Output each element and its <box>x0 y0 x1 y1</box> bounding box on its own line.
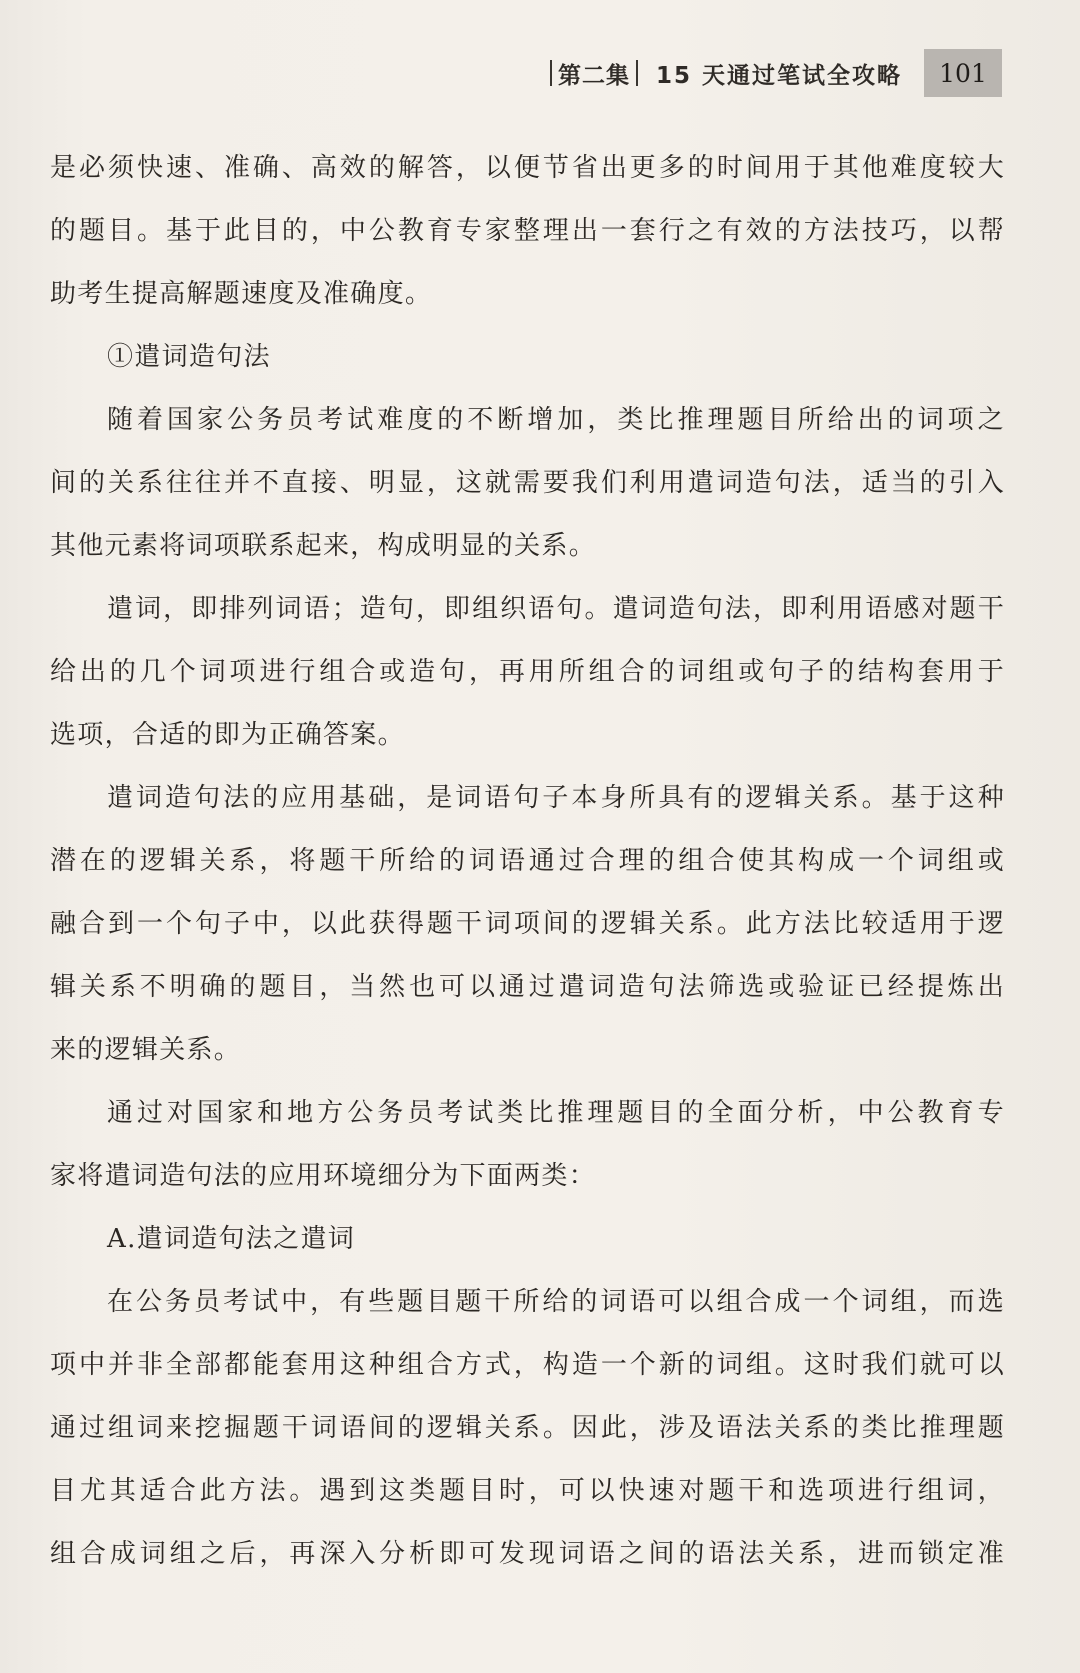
text-line: 目尤其适合此方法。遇到这类题目时，可以快速对题干和选项进行组词， <box>50 1476 1005 1506</box>
text-line: 通过组词来挖掘题干词语间的逻辑关系。因此，涉及语法关系的类比推理题 <box>50 1413 1005 1443</box>
text-line: 潜在的逻辑关系，将题干所给的词语通过合理的组合使其构成一个词组或 <box>50 846 1005 876</box>
running-header <box>544 48 1002 98</box>
paragraph-first-line: A.遣词造句法之遣词 <box>107 1224 356 1254</box>
book-title: 15 天通过笔试全攻略 <box>655 62 902 89</box>
text-line: 是必须快速、准确、高效的解答，以便节省出更多的时间用于其他难度较大 <box>50 153 1005 183</box>
series-label: 第二集 <box>557 62 630 89</box>
text-line: 的题目。基于此目的，中公教育专家整理出一套行之有效的方法技巧，以帮 <box>50 216 1005 246</box>
text-line: 融合到一个句子中，以此获得题干词项间的逻辑关系。此方法比较适用于逻 <box>50 909 1005 939</box>
text-line: 来的逻辑关系。 <box>50 1035 242 1065</box>
paragraph-first-line: 在公务员考试中，有些题目题干所给的词语可以组合成一个词组，而选 <box>107 1287 1005 1317</box>
paragraph-first-line: 遣词，即排列词语；造句，即组织语句。遣词造句法，即利用语感对题干 <box>107 594 1005 624</box>
text-line: 组合成词组之后，再深入分析即可发现词语之间的语法关系，进而锁定准 <box>50 1539 1005 1569</box>
text-line: 选项，合适的即为正确答案。 <box>50 720 405 750</box>
text-line: 家将遣词造句法的应用环境细分为下面两类： <box>50 1161 597 1191</box>
text-line: 辑关系不明确的题目，当然也可以通过遣词造句法筛选或验证已经提炼出 <box>50 972 1005 1002</box>
body-text <box>50 137 1005 1586</box>
paragraph-first-line: 通过对国家和地方公务员考试类比推理题目的全面分析，中公教育专 <box>107 1098 1005 1128</box>
page-number: 101 <box>924 49 1002 97</box>
text-line: 间的关系往往并不直接、明显，这就需要我们利用遣词造句法，适当的引入 <box>50 468 1005 498</box>
text-line: 项中并非全部都能套用这种组合方式，构造一个新的词组。这时我们就可以 <box>50 1350 1005 1380</box>
header-divider <box>636 60 638 86</box>
text-line: 助考生提高解题速度及准确度。 <box>50 279 433 309</box>
paragraph-first-line: 遣词造句法的应用基础，是词语句子本身所具有的逻辑关系。基于这种 <box>107 783 1005 813</box>
text-line: 给出的几个词项进行组合或造句，再用所组合的词组或句子的结构套用于 <box>50 657 1005 687</box>
paragraph-first-line: 随着国家公务员考试难度的不断增加，类比推理题目所给出的词项之 <box>107 405 1005 435</box>
header-divider <box>550 60 552 86</box>
paragraph-first-line: ①遣词造句法 <box>107 342 271 372</box>
text-line: 其他元素将词项联系起来，构成明显的关系。 <box>50 531 597 561</box>
